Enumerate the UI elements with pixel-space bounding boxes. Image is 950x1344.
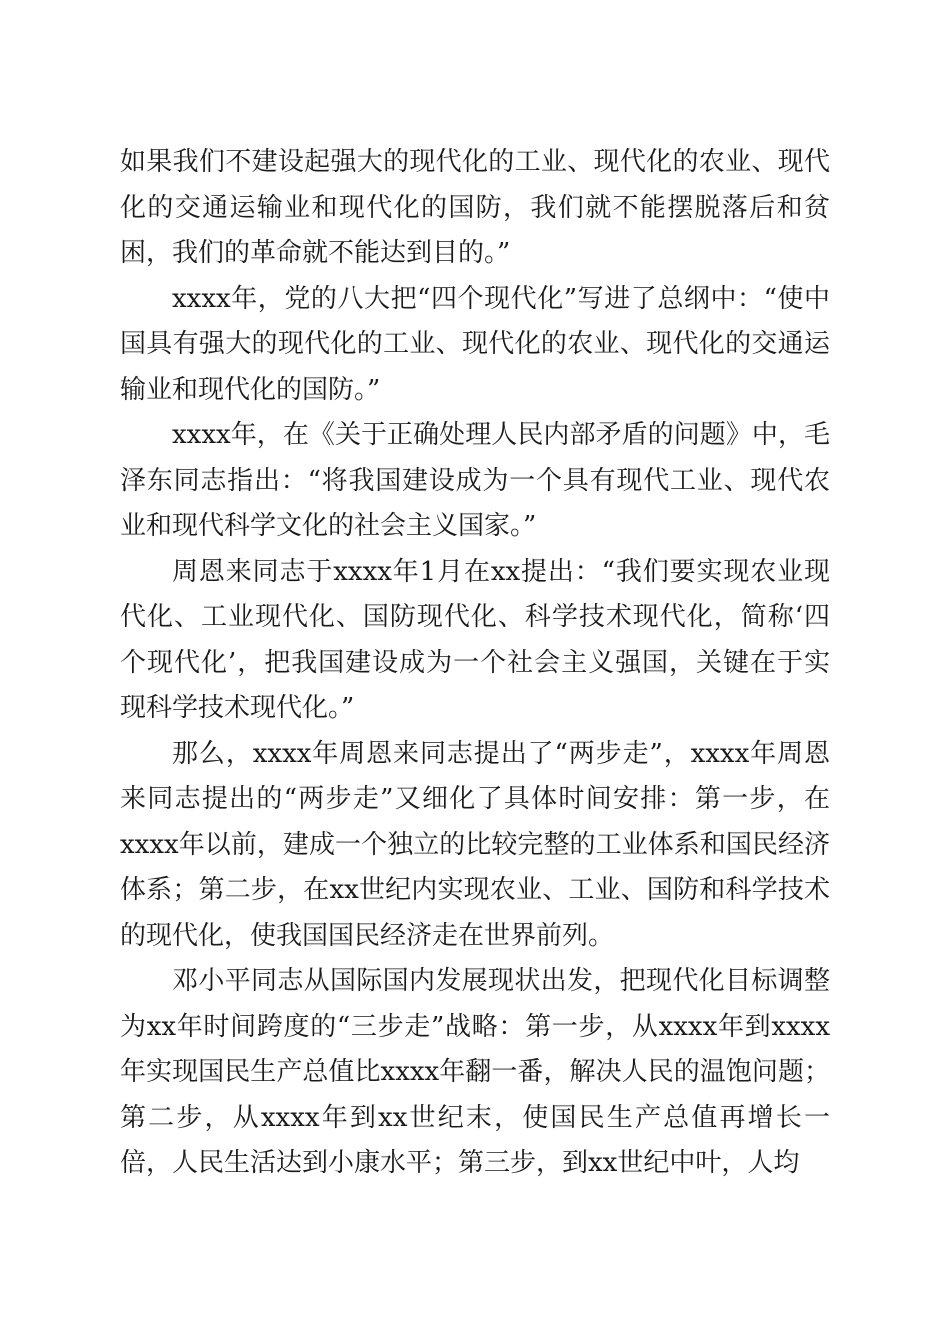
paragraph-three-steps: 邓小平同志从国际国内发展现状出发，把现代化目标调整为xx年时间跨度的“三步走”战略：第一步，从xxxx年到xxxx年实现国民生产总值比xxxx年翻一番，解决人民的温饱问题；第二步，从xxxx年到xx世纪末，使国民生产总值再增长一倍，人民生活达到小康水平；第三步，到xx世纪中叶，人均	[120, 966, 830, 1178]
paragraph-zhou-four-modernizations: 周恩来同志于xxxx年1月在xx提出：“我们要实现农业现代化、工业现代化、国防现代化、科学技术现代化，简称‘四个现代化’，把我国建设成为一个社会主义强国，关键在于实现科学技术现代化。”	[120, 556, 830, 723]
paragraph-eighth-congress: xxxx年，党的八大把“四个现代化”写进了总纲中：“使中国具有强大的现代化的工业、现代化的农业、现代化的交通运输业和现代化的国防。”	[120, 283, 830, 405]
paragraph-continuation: 如果我们不建设起强大的现代化的工业、现代化的农业、现代化的交通运输业和现代化的国防，我们就不能摆脱落后和贫困，我们的革命就不能达到目的。”	[120, 147, 830, 268]
body-text	[120, 140, 830, 1187]
paragraph-mao-contradictions: xxxx年，在《关于正确处理人民内部矛盾的问题》中，毛泽东同志指出：“将我国建设成为一个具有现代工业、现代农业和现代科学文化的社会主义国家。”	[120, 420, 830, 541]
paragraph-two-steps: 那么，xxxx年周恩来同志提出了“两步走”，xxxx年周恩来同志提出的“两步走”又细化了具体时间安排：第一步，在xxxx年以前，建成一个独立的比较完整的工业体系和国民经济体系；第二步，在xx世纪内实现农业、工业、国防和科学技术的现代化，使我国国民经济走在世界前列。	[120, 738, 830, 951]
